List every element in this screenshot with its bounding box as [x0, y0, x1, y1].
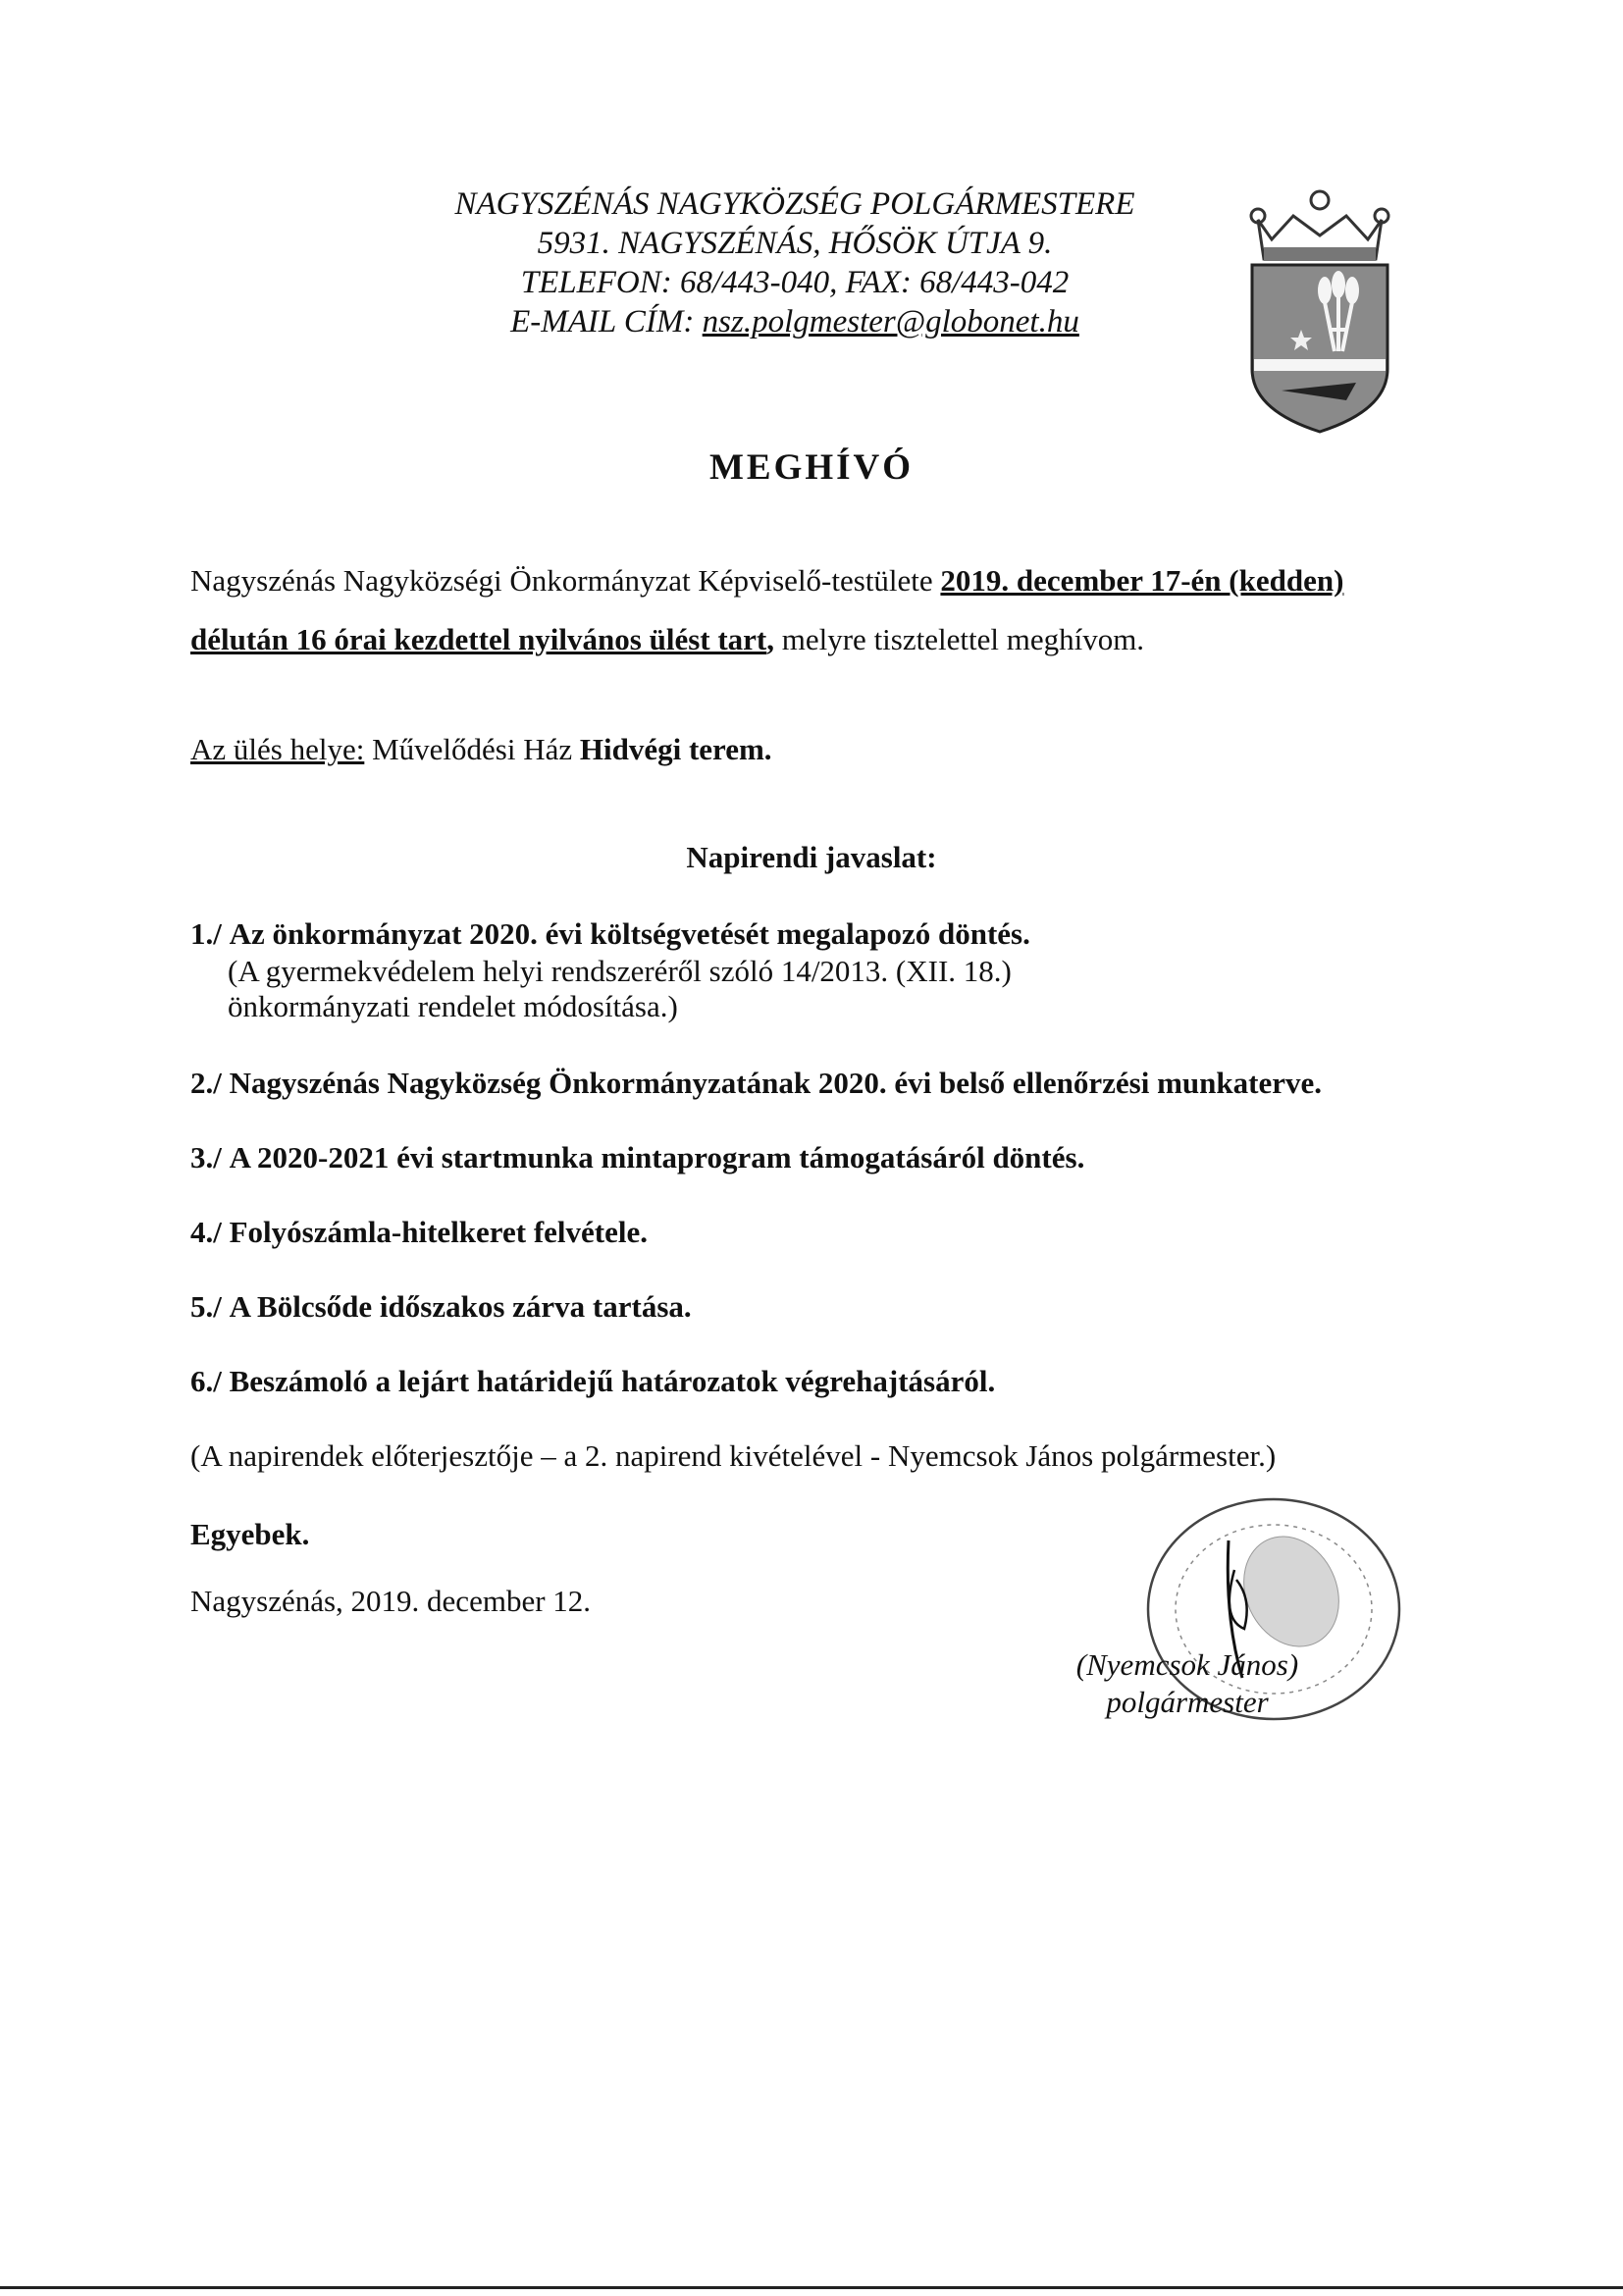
intro-line-2 [190, 622, 1144, 657]
agenda-heading: Napirendi javaslat: [686, 840, 937, 874]
agenda-item-text: A 2020-2021 évi startmunka mintaprogram támogatásáról döntés. [229, 1140, 1085, 1174]
letterhead-email-row [373, 302, 1217, 341]
invitation-closing: melyre tisztelettel meghívom. [774, 622, 1145, 656]
agenda-item-text: Nagyszénás Nagyközség Önkormányzatának 2020. évi belső ellenőrzési munkaterve. [229, 1066, 1322, 1100]
agenda-item-number: 6./ [190, 1364, 222, 1398]
venue-line [190, 732, 772, 767]
intro-text: Nagyszénás Nagyközségi Önkormányzat Képviselő-testülete [190, 563, 941, 598]
agenda-item [190, 1066, 1322, 1101]
letterhead-office: NAGYSZÉNÁS NAGYKÖZSÉG POLGÁRMESTERE [454, 186, 1135, 222]
agenda-item-note-line-2: önkormányzati rendelet módosítása.) [228, 989, 678, 1023]
agenda-item-number: 5./ [190, 1289, 222, 1324]
agenda-item [190, 1364, 995, 1399]
meeting-time: délután 16 órai kezdettel nyilvános ülést tart [190, 622, 767, 656]
letterhead [373, 184, 1217, 341]
agenda-item-number: 2./ [190, 1066, 222, 1100]
meeting-time-comma: , [766, 622, 774, 656]
agenda-item-text: A Bölcsőde időszakos zárva tartása. [229, 1289, 692, 1324]
agenda-item-text: Az önkormányzat 2020. évi költségvetését megalapozó döntés. [229, 916, 1030, 951]
letterhead-address: 5931. NAGYSZÉNÁS, HŐSÖK ÚTJA 9. [537, 226, 1053, 261]
place-and-date: Nagyszénás, 2019. december 12. [190, 1584, 592, 1618]
agenda-item-number: 4./ [190, 1215, 222, 1249]
venue-place: Művelődési Ház [364, 732, 580, 766]
signatory-name: (Nyemcsok János) [1075, 1647, 1299, 1682]
venue-label: Az ülés helye: [190, 732, 365, 766]
agenda-item [190, 916, 1030, 952]
coat-of-arms-icon [1238, 183, 1401, 434]
document-title: MEGHÍVÓ [708, 447, 915, 488]
agenda-item-text: Beszámoló a lejárt határidejű határozatok végrehajtásáról. [229, 1364, 996, 1398]
letterhead-phone-fax: TELEFON: 68/443-040, FAX: 68/443-042 [520, 265, 1070, 300]
agenda-item [190, 1140, 1084, 1175]
agenda-item-text: Folyószámla-hitelkeret felvétele. [229, 1215, 648, 1249]
agenda-item [190, 1289, 692, 1325]
meeting-date: 2019. december 17-én (kedden) [940, 563, 1344, 598]
agenda-item-note-line-1: (A gyermekvédelem helyi rendszeréről szóló 14/2013. (XII. 18.) [228, 954, 1012, 988]
presenter-note: (A napirendek előterjesztője – a 2. napirend kivételével - Nyemcsok János polgármester.) [190, 1438, 1277, 1473]
agenda-item [190, 1215, 648, 1250]
venue-room: Hidvégi terem. [579, 732, 772, 766]
agenda-item-number: 1./ [190, 916, 222, 951]
intro-line-1 [190, 563, 1343, 599]
email-label: E-MAIL CÍM: [510, 304, 695, 339]
agenda-item-number: 3./ [190, 1140, 222, 1174]
other-items: Egyebek. [190, 1517, 310, 1551]
signature-block [1021, 1646, 1354, 1721]
signatory-role: polgármester [1106, 1685, 1269, 1719]
page-bottom-edge [0, 2286, 1623, 2289]
email-link[interactable]: nsz.polgmester@globonet.hu [702, 304, 1079, 339]
